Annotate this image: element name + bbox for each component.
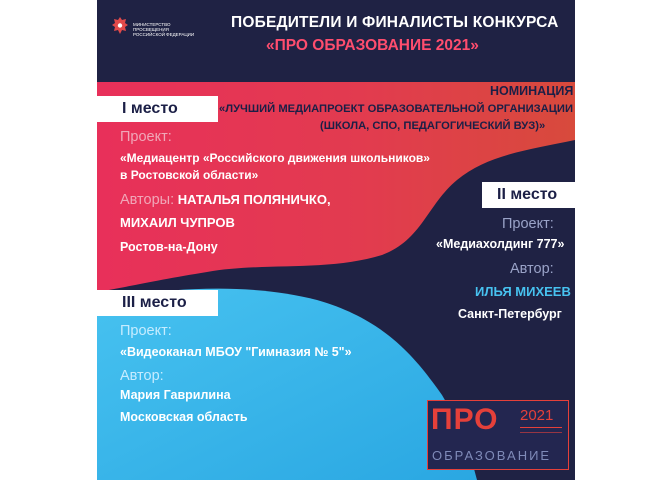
page-title: ПОБЕДИТЕЛИ И ФИНАЛИСТЫ КОНКУРСА [231,14,559,31]
second-city: Санкт-Петербург [458,307,562,321]
first-authors-label: Авторы: [120,192,175,208]
nomination-line1: «ЛУЧШИЙ МЕДИАПРОЕКТ ОБРАЗОВАТЕЛЬНОЙ ОРГАНИЗАЦИИ [219,103,573,115]
third-author-label: Автор: [120,368,164,384]
third-city: Московская область [120,410,248,424]
ministry-line1: МИНИСТЕРСТВО ПРОСВЕЩЕНИЯ [133,22,171,32]
ministry-line2: РОССИЙСКОЙ ФЕДЕРАЦИИ [133,32,195,37]
emblem-icon [111,16,129,36]
first-authors-row [120,192,331,208]
first-project-line1: «Медиацентр «Российского движения школьников» [120,151,430,165]
second-project: «Медиахолдинг 777» [436,237,565,251]
contest-logo [427,400,569,470]
logo-year: 2021 [520,407,554,424]
page-subtitle: «ПРО ОБРАЗОВАНИЕ 2021» [266,37,479,54]
second-project-label: Проект: [502,216,554,232]
logo-divider-2 [520,432,562,433]
third-place-badge: III место [97,290,218,316]
logo-divider [520,427,562,428]
first-city: Ростов-на-Дону [120,240,218,254]
poster [97,0,575,480]
logo-word: ОБРАЗОВАНИЕ [432,448,552,463]
first-author2: МИХАИЛ ЧУПРОВ [120,215,235,230]
nomination-line2: (ШКОЛА, СПО, ПЕДАГОГИЧЕСКИЙ ВУЗ)» [320,120,546,132]
nomination-label: НОМИНАЦИЯ [490,84,574,98]
ministry-logo [111,16,201,38]
third-author: Мария Гаврилина [120,388,231,402]
third-project: «Видеоканал МБОУ "Гимназия № 5"» [120,345,352,359]
first-project-line2: в Ростовской области» [120,168,259,182]
second-place-badge: II место [482,182,575,208]
second-author-label: Автор: [510,261,554,277]
first-project-label: Проект: [120,129,172,145]
first-place-badge: I место [97,96,218,122]
third-project-label: Проект: [120,323,172,339]
first-author1: НАТАЛЬЯ ПОЛЯНИЧКО, [177,192,331,207]
second-author: ИЛЬЯ МИХЕЕВ [475,284,571,299]
logo-pro: ПРО [431,403,499,436]
